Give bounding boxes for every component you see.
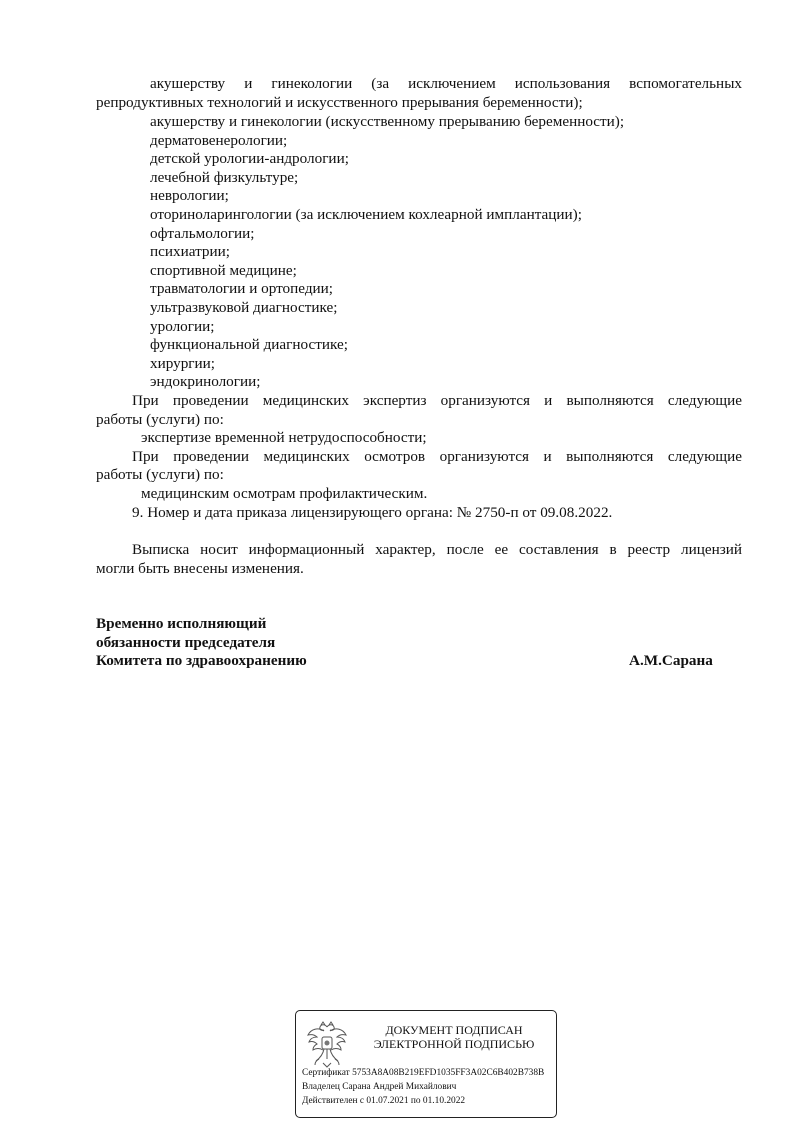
text-line: могли быть внесены изменения. <box>96 560 304 577</box>
certificate-validity: Действителен с 01.07.2021 по 01.10.2022 <box>302 1096 466 1106</box>
text-line: хирургии; <box>150 355 216 372</box>
text-line: функциональной диагностике; <box>150 336 348 353</box>
stamp-heading: ЭЛЕКТРОННОЙ ПОДПИСЬЮ <box>373 1037 535 1051</box>
text-line: 9. Номер и дата приказа лицензирующего органа: № 2750-п от 09.08.2022. <box>132 504 613 521</box>
signer-title: Временно исполняющий <box>96 615 267 632</box>
text-line: При проведении медицинских экспертиз организуются и выполняются следующие <box>132 392 742 409</box>
stamp-heading: ДОКУМЕНТ ПОДПИСАН <box>385 1023 523 1037</box>
text-line: лечебной физкультуре; <box>150 169 299 186</box>
text-line: детской урологии-андрологии; <box>150 150 349 167</box>
certificate-number: Сертификат 5753A8A08B219EFD1035FF3A02C6B402B738B <box>302 1068 545 1078</box>
text-line: ультразвуковой диагностике; <box>150 299 338 316</box>
text-line: спортивной медицине; <box>150 262 297 279</box>
signer-title: Комитета по здравоохранению <box>96 652 307 669</box>
certificate-owner: Владелец Сарана Андрей Михайлович <box>302 1082 457 1092</box>
text-line: офтальмологии; <box>150 225 255 242</box>
text-line: дерматовенерологии; <box>150 132 288 149</box>
text-line: акушерству и гинекологии (искусственному прерыванию беременности); <box>150 113 625 130</box>
text-line: Выписка носит информационный характер, после ее составления в реестр лицензий <box>132 541 742 558</box>
text-line: При проведении медицинских осмотров организуются и выполняются следующие <box>132 448 742 465</box>
text-line: оториноларингологии (за исключением кохлеарной имплантации); <box>150 206 582 223</box>
signer-title: обязанности председателя <box>96 634 276 651</box>
text-line: травматологии и ортопедии; <box>150 280 334 297</box>
signer-name: А.М.Сарана <box>629 652 713 669</box>
text-line: медицинским осмотрам профилактическим. <box>141 485 428 502</box>
text-line: работы (услуги) по: <box>96 466 224 483</box>
russian-coat-of-arms-icon <box>305 1019 349 1071</box>
electronic-signature-stamp <box>295 1010 557 1118</box>
text-line: репродуктивных технологий и искусственного прерывания беременности); <box>96 94 583 111</box>
text-line: урологии; <box>150 318 215 335</box>
text-line: психиатрии; <box>150 243 230 260</box>
text-line: экспертизе временной нетрудоспособности; <box>141 429 427 446</box>
text-line: неврологии; <box>150 187 229 204</box>
text-line: эндокринологии; <box>150 373 261 390</box>
text-line: работы (услуги) по: <box>96 411 224 428</box>
text-line: акушерству и гинекологии (за исключением использования вспомогательных <box>150 75 742 92</box>
